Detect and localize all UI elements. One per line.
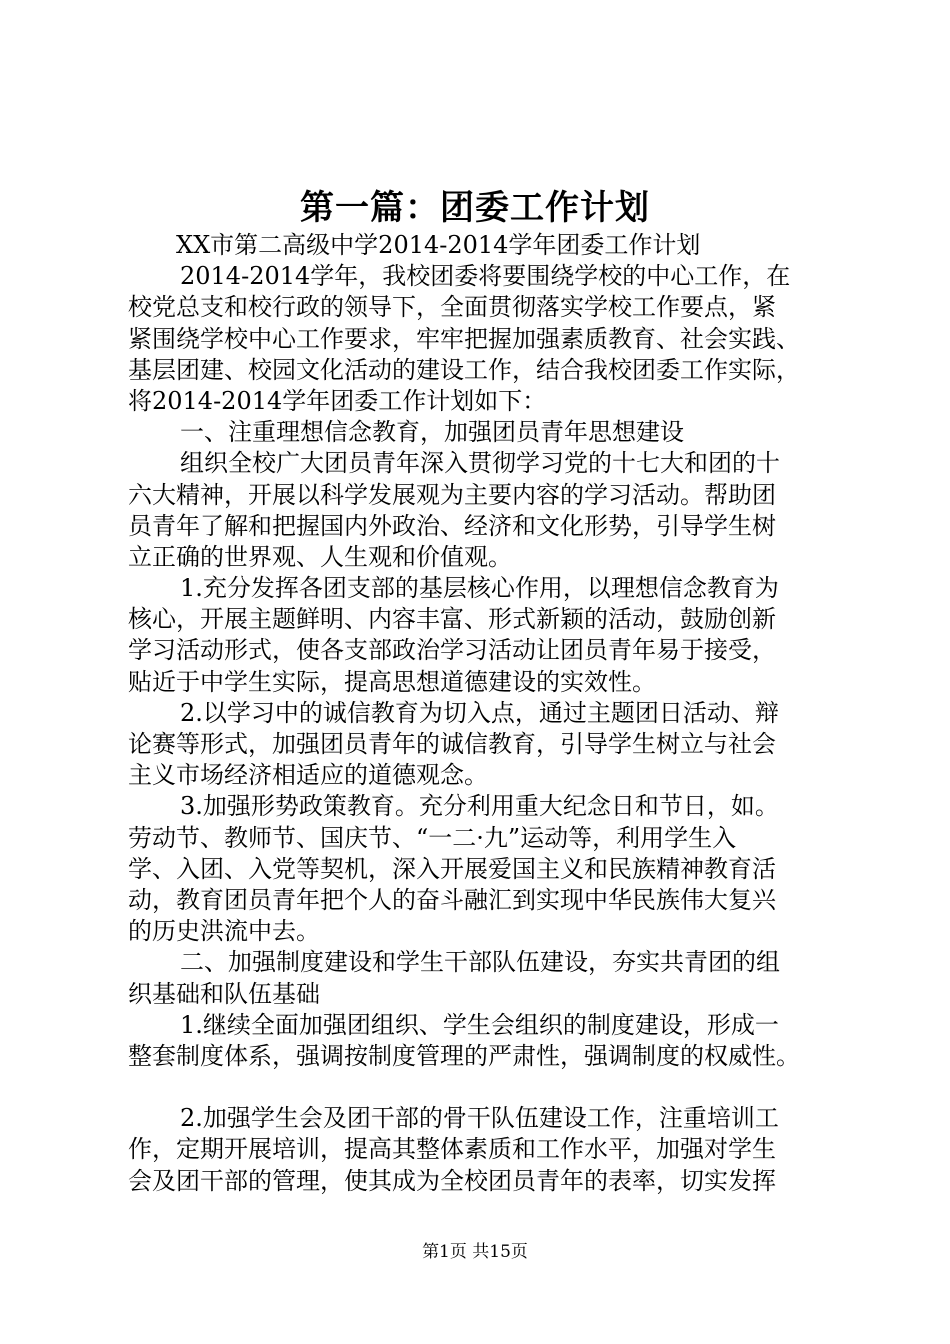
- section-heading: 二、加强制度建设和学生干部队伍建设，夯实共青团的组: [180, 948, 780, 977]
- paragraph-line: 立正确的世界观、人生观和价值观。: [128, 542, 512, 571]
- page-footer: 第1页 共15页: [422, 1242, 528, 1262]
- paragraph-line: 主义市场经济相适应的道德观念。: [128, 761, 488, 790]
- paragraph-line: 学习活动形式，使各支部政治学习活动让团员青年易于接受，: [128, 636, 776, 665]
- paragraph-line: 将2014-2014学年团委工作计划如下：: [128, 386, 547, 415]
- paragraph-line: 员青年了解和把握国内外政治、经济和文化形势，引导学生树: [128, 511, 776, 540]
- subtitle-line: XX市第二高级中学2014-2014学年团委工作计划: [176, 231, 701, 259]
- paragraph-line: 作，定期开展培训，提高其整体素质和工作水平，加强对学生: [128, 1135, 776, 1164]
- paragraph-line: 论赛等形式，加强团员青年的诚信教育，引导学生树立与社会: [128, 730, 776, 758]
- paragraph-line: 1.继续全面加强团组织、学生会组织的制度建设，形成一: [180, 1010, 779, 1039]
- paragraph-line: 校党总支和校行政的领导下，全面贯彻落实学校工作要点，紧: [128, 293, 776, 322]
- paragraph-line: 2.以学习中的诚信教育为切入点，通过主题团日活动、辩: [180, 698, 779, 727]
- paragraph-line: 劳动节、教师节、国庆节、“一二·九”运动等，利用学生入: [128, 823, 737, 852]
- paragraph-line: 六大精神，开展以科学发展观为主要内容的学习活动。帮助团: [128, 480, 776, 509]
- paragraph-line: 组织全校广大团员青年深入贯彻学习党的十七大和团的十: [180, 449, 780, 478]
- paragraph-line: 3.加强形势政策教育。充分利用重大纪念日和节日，如。: [180, 792, 779, 821]
- paragraph-line: 的历史洪流中去。: [128, 917, 320, 946]
- paragraph-line: 基层团建、校园文化活动的建设工作，结合我校团委工作实际，: [128, 355, 800, 384]
- paragraph-line: 2014-2014学年，我校团委将要围绕学校的中心工作，在: [180, 262, 791, 291]
- paragraph-line: 1.充分发挥各团支部的基层核心作用，以理想信念教育为: [180, 574, 779, 603]
- paragraph-line: 核心，开展主题鲜明、内容丰富、形式新颖的活动，鼓励创新: [128, 605, 776, 634]
- paragraph-line: 紧围绕学校中心工作要求，牢牢把握加强素质教育、社会实践、: [128, 324, 800, 353]
- paragraph-line: 会及团干部的管理，使其成为全校团员青年的表率，切实发挥: [128, 1166, 776, 1195]
- paragraph-line: 动，教育团员青年把个人的奋斗融汇到实现中华民族伟大复兴: [128, 885, 776, 914]
- paragraph-line: 学、入团、入党等契机，深入开展爱国主义和民族精神教育活: [128, 854, 776, 883]
- paragraph-line: 整套制度体系，强调按制度管理的严肃性，强调制度的权威性。: [128, 1041, 800, 1070]
- section-heading: 织基础和队伍基础: [128, 979, 320, 1008]
- section-heading: 一、注重理想信念教育，加强团员青年思想建设: [180, 418, 684, 447]
- document-body: [128, 230, 854, 1197]
- document-title: 第一篇：团委工作计划: [300, 188, 650, 228]
- paragraph-gap: [128, 1072, 854, 1103]
- paragraph-line: 2.加强学生会及团干部的骨干队伍建设工作，注重培训工: [180, 1104, 779, 1133]
- paragraph-line: 贴近于中学生实际，提高思想道德建设的实效性。: [128, 667, 656, 696]
